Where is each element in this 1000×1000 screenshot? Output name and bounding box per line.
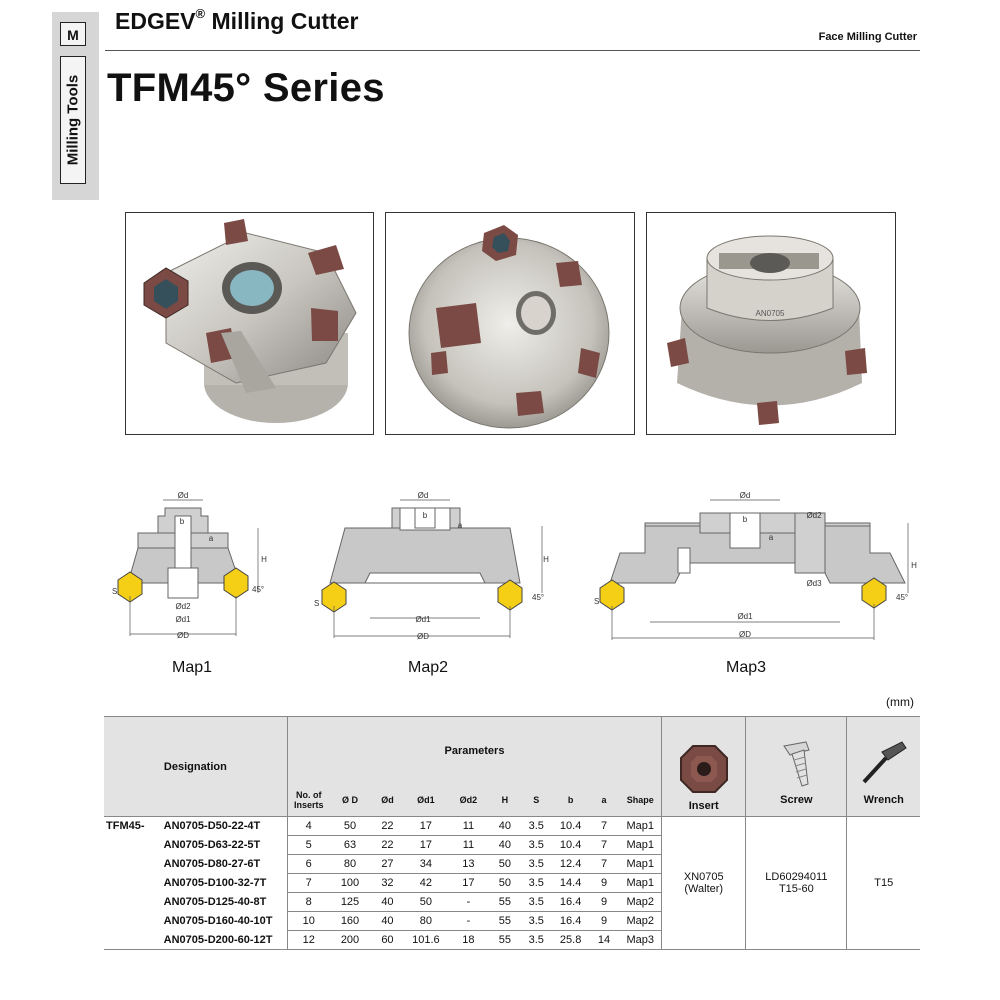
section-label: Milling Tools (64, 74, 82, 166)
map3-dim-a: a (768, 533, 774, 542)
table-row: AN0705-D100-32-7T 7 100 32 42 17 50 3.5 14.4 9 Map1 (104, 874, 920, 893)
map1-dim-a: a (208, 534, 214, 543)
map3-drawing (590, 488, 920, 648)
cutter-photo-1 (125, 212, 374, 435)
map2-dim-a: a (457, 521, 463, 530)
series-title: TFM45° Series (107, 66, 385, 110)
col-S: S (520, 785, 552, 817)
map2-dim-h: H (543, 555, 549, 564)
table-row: AN0705-D200-60-12T 12 200 60 101.6 18 55 3.5 25.8 14 Map3 (104, 931, 920, 950)
table-row: AN0705-D160-40-10T 10 160 40 80 - 55 3.5 16.4 9 Map2 (104, 912, 920, 931)
map2-dim-b: b (422, 511, 428, 520)
map3-dim-s: S (594, 597, 600, 606)
table-row: AN0705-D63-22-5T 5 63 22 17 11 40 3.5 10.4 7 Map1 (104, 836, 920, 855)
spec-table (104, 716, 920, 950)
cutter-photo-2 (385, 212, 635, 435)
insert-header: Insert (662, 717, 746, 817)
map2-drawing (310, 488, 555, 648)
map1-drawing (108, 488, 288, 648)
map2-dim-d: Ød (417, 491, 429, 500)
col-d1: Ød1 (405, 785, 448, 817)
map1-dim-h: H (261, 555, 267, 564)
col-d: Ød (370, 785, 404, 817)
map3-label: Map3 (726, 659, 767, 676)
map1-dim-D: ØD (177, 631, 189, 640)
col-shape: Shape (619, 785, 662, 817)
designation-header: Designation (104, 717, 287, 817)
map1-dim-d2: Ød2 (175, 602, 191, 611)
table-row: AN0705-D125-40-8T 8 125 40 50 - 55 3.5 16.4 9 Map2 (104, 893, 920, 912)
map3-dim-d2: Ød2 (806, 511, 822, 520)
wrench-value: T15 (847, 817, 920, 950)
map3-dim-d1: Ød1 (737, 612, 753, 621)
map2-dim-s: S (314, 599, 320, 608)
section-letter: M (60, 22, 86, 46)
parameters-header: Parameters (287, 717, 662, 785)
brand-title: EDGEV® Milling Cutter (115, 6, 359, 34)
table-row: TFM45- AN0705-D50-22-4T 4 50 22 17 11 40 3.5 10.4 7 Map1 XN0705 (Walter) LD60294011 T15-60 T15 (104, 817, 920, 836)
map1-dim-b: b (179, 517, 185, 526)
wrench-icon (856, 738, 912, 788)
map2-dim-D: ØD (417, 632, 429, 641)
map3-dim-d3: Ød3 (806, 579, 822, 588)
map1-dim-s: S (112, 587, 118, 596)
map1-label: Map1 (172, 659, 213, 676)
cutter-photo-3 (646, 212, 896, 435)
map2-label: Map2 (408, 659, 449, 676)
series-prefix: TFM45- (104, 817, 160, 836)
map1-dim-d1: Ød1 (175, 615, 191, 624)
table-row: AN0705-D80-27-6T 6 80 27 34 13 50 3.5 12.4 7 Map1 (104, 855, 920, 874)
map3-dim-d: Ød (739, 491, 751, 500)
screw-header: Screw (746, 717, 847, 817)
map3-dim-D: ØD (739, 630, 751, 639)
map3-dim-angle: 45° (896, 593, 909, 602)
col-d2: Ød2 (447, 785, 490, 817)
wrench-header: Wrench (847, 717, 920, 817)
col-H: H (490, 785, 520, 817)
insert-icon (677, 742, 731, 796)
section-label-box (60, 56, 86, 184)
page-subtitle: Face Milling Cutter (818, 31, 917, 43)
map1-dim-angle: 45° (252, 585, 265, 594)
screw-value: LD60294011 T15-60 (746, 817, 847, 950)
map2-dim-d1: Ød1 (415, 615, 431, 624)
col-a: a (589, 785, 619, 817)
map2-dim-angle: 45° (532, 593, 545, 602)
screw-icon (776, 738, 816, 788)
map3-dim-h: H (911, 561, 917, 570)
col-inserts: No. of Inserts (287, 785, 330, 817)
insert-value: XN0705 (Walter) (662, 817, 746, 950)
unit-label: (mm) (886, 695, 914, 709)
col-D: Ø D (330, 785, 370, 817)
header-divider (105, 50, 920, 51)
map1-dim-d: Ød (177, 491, 189, 500)
col-b: b (552, 785, 588, 817)
cutter-engraving: AN0705 (755, 309, 785, 318)
map3-dim-b: b (742, 515, 748, 524)
